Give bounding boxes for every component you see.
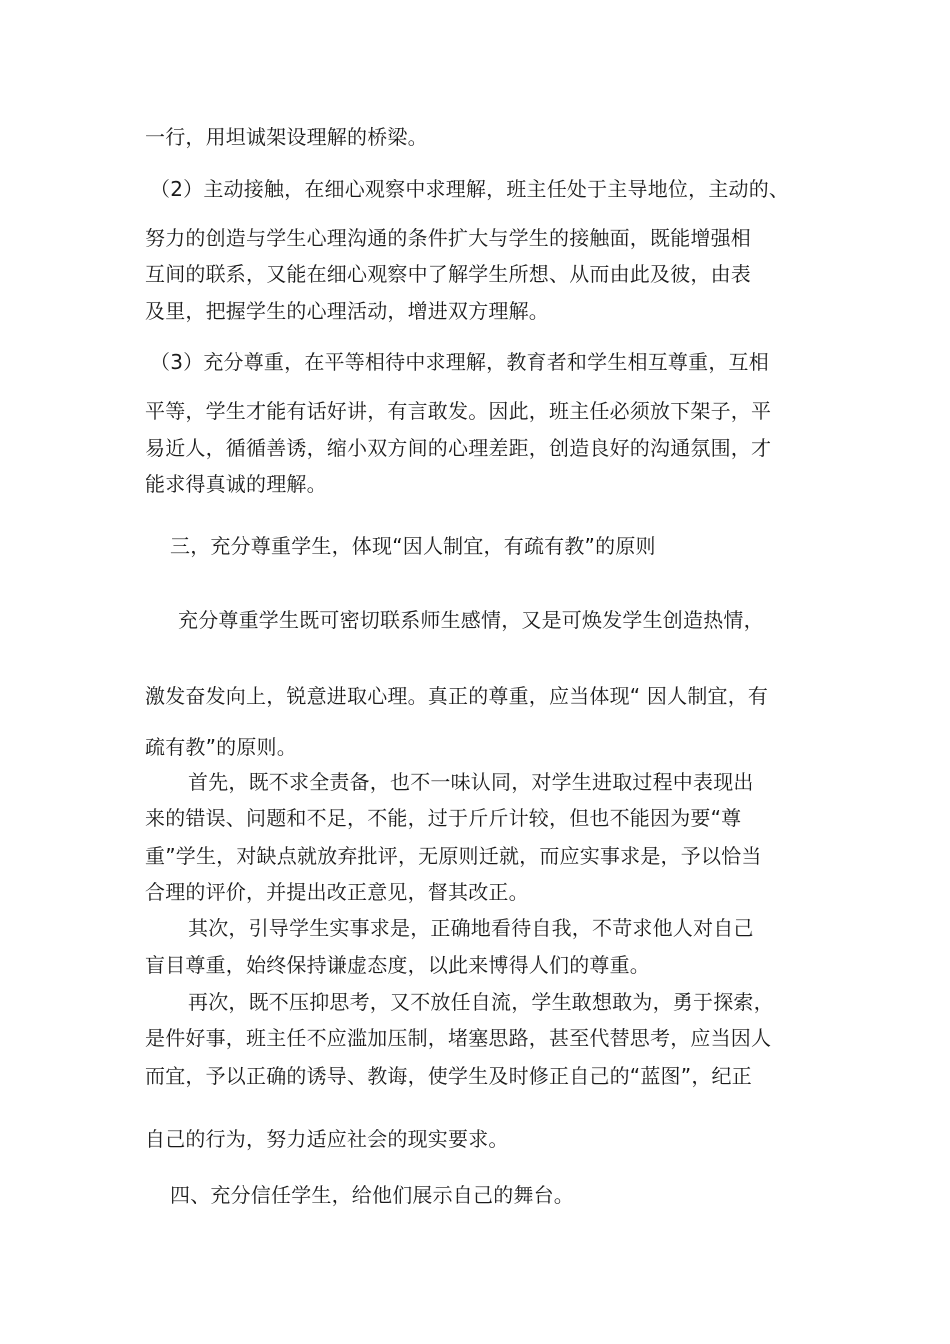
- text-line: 疏有教”的原则。: [145, 735, 297, 759]
- text-line: 其次，引导学生实事求是，正确地看待自我，不苛求他人对自己: [188, 916, 754, 940]
- text-line: 合理的评价，并提出改正意见，督其改正。: [145, 880, 529, 904]
- text-line: 充分尊重学生既可密切联系师生感情，又是可焕发学生创造热情，: [178, 608, 764, 632]
- text-line: 一行，用坦诚架设理解的桥梁。: [145, 125, 428, 149]
- text-line: 激发奋发向上，锐意进取心理。真正的尊重，应当体现“ 因人制宜，有: [145, 684, 769, 708]
- text-line: 及里，把握学生的心理活动，增进双方理解。: [145, 299, 549, 323]
- text-line: 重”学生，对缺点就放弃批评，无原则迁就，而应实事求是，予以恰当: [145, 844, 762, 868]
- text-line: 而宜，予以正确的诱导、教诲，使学生及时修正自己的“蓝图”，纪正: [145, 1064, 752, 1088]
- text-line: 是件好事，班主任不应滥加压制，堵塞思路，甚至代替思考，应当因人: [145, 1026, 772, 1050]
- text-line: 平等，学生才能有话好讲，有言敢发。因此，班主任必须放下架子，平: [145, 399, 772, 423]
- text-line: 来的错误、问题和不足，不能，过于斤斤计较，但也不能因为要“尊: [145, 806, 742, 830]
- text-line: 努力的创造与学生心理沟通的条件扩大与学生的接触面，既能增强相: [145, 226, 751, 250]
- text-line: （2）主动接触，在细心观察中求理解，班主任处于主导地位，主动的、: [150, 177, 790, 201]
- text-line: 易近人，循循善诱，缩小双方间的心理差距，创造良好的沟通氛围，才: [145, 436, 772, 460]
- section-heading: 四、充分信任学生，给他们展示自己的舞台。: [170, 1183, 574, 1207]
- text-line: 再次，既不压抑思考，又不放任自流，学生敢想敢为，勇于探索，: [188, 990, 774, 1014]
- text-line: 自己的行为，努力适应社会的现实要求。: [145, 1127, 509, 1151]
- text-line: 首先，既不求全责备，也不一味认同，对学生进取过程中表现出: [188, 770, 754, 794]
- text-line: 互间的联系，又能在细心观察中了解学生所想、从而由此及彼，由表: [145, 262, 751, 286]
- section-heading: 三，充分尊重学生，体现“因人制宜，有疏有教”的原则: [170, 534, 656, 558]
- text-line: 盲目尊重，始终保持谦虚态度，以此来博得人们的尊重。: [145, 953, 650, 977]
- text-line: （3）充分尊重，在平等相待中求理解，教育者和学生相互尊重，互相: [150, 350, 769, 374]
- text-line: 能求得真诚的理解。: [145, 472, 327, 496]
